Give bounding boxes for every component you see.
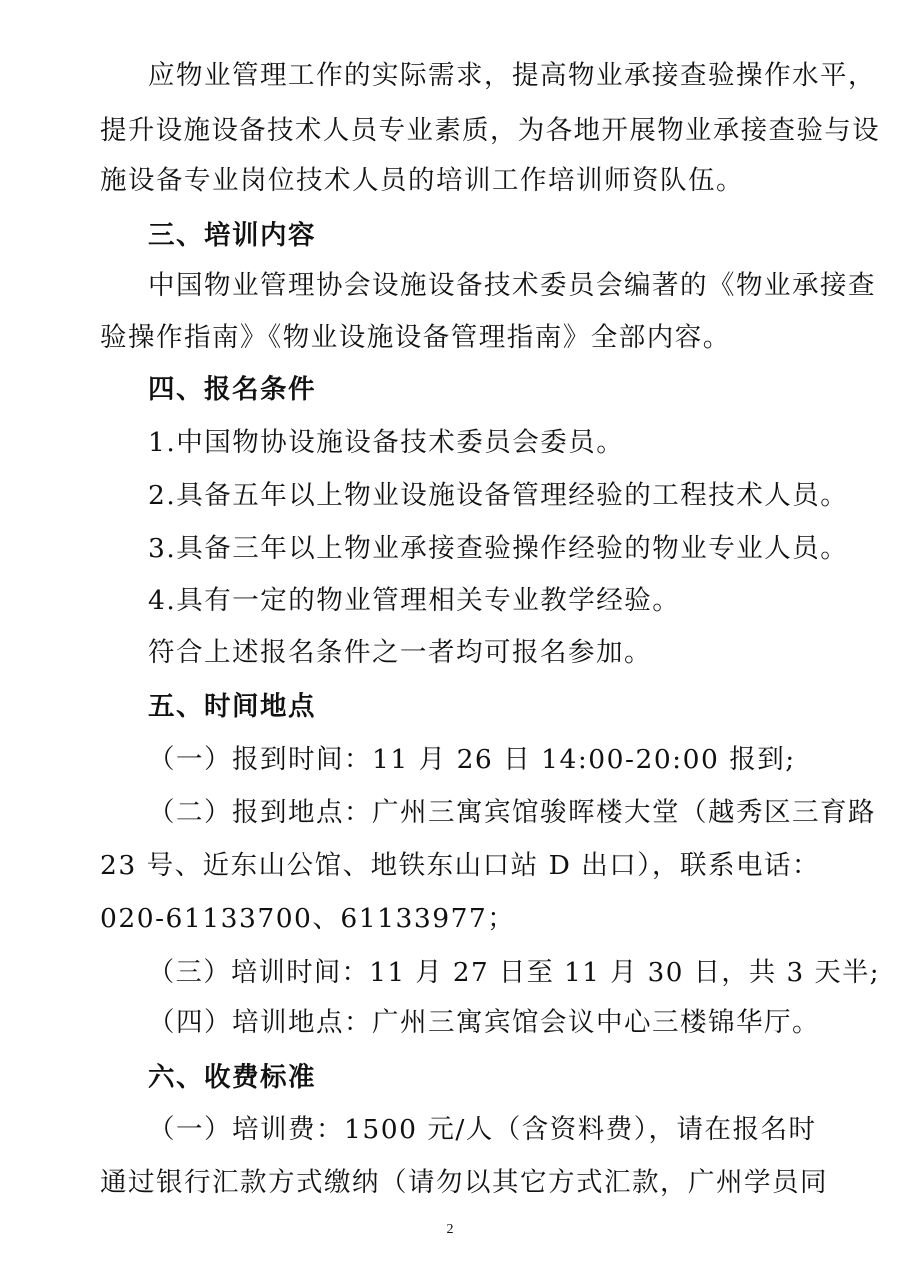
paragraph-line: 验操作指南》《物业设施设备管理指南》全部内容。 [100, 322, 731, 353]
section-heading-fee-standard: 六、收费标准 [148, 1062, 316, 1093]
page-number: 2 [446, 1222, 454, 1237]
section-heading-registration-requirements: 四、报名条件 [148, 374, 316, 405]
paragraph-line: （一）培训费：1500 元/人（含资料费），请在报名时 [148, 1114, 817, 1145]
paragraph-line: （三）培训时间：11 月 27 日至 11 月 30 日，共 3 天半; [148, 957, 881, 988]
section-heading-training-content: 三、培训内容 [148, 220, 316, 251]
paragraph-line: 提升设施设备技术人员专业素质，为各地开展物业承接查验与设 [100, 115, 881, 146]
paragraph-line: 通过银行汇款方式缴纳（请勿以其它方式汇款，广州学员同 [100, 1167, 828, 1198]
list-item: 2.具备五年以上物业设施设备管理经验的工程技术人员。 [148, 480, 849, 511]
list-item: 4.具有一定的物业管理相关专业教学经验。 [148, 585, 681, 616]
paragraph-line: 020-61133700、61133977； [100, 903, 516, 934]
list-item: 1.中国物协设施设备技术委员会委员。 [148, 427, 625, 458]
paragraph-line: （一）报到时间：11 月 26 日 14:00-20:00 报到; [148, 744, 796, 775]
paragraph-line: 符合上述报名条件之一者均可报名参加。 [148, 637, 652, 668]
paragraph-line: 施设备专业岗位技术人员的培训工作培训师资队伍。 [100, 165, 744, 196]
section-heading-time-location: 五、时间地点 [148, 691, 316, 722]
paragraph-line: （二）报到地点：广州三寓宾馆骏晖楼大堂（越秀区三育路 [148, 797, 876, 828]
paragraph-line: （四）培训地点：广州三寓宾馆会议中心三楼锦华厅。 [148, 1007, 820, 1038]
paragraph-line: 中国物业管理协会设施设备技术委员会编著的《物业承接查 [148, 270, 876, 301]
paragraph-line: 23 号、近东山公馆、地铁东山口站 D 出口），联系电话： [100, 850, 820, 881]
paragraph-line: 应物业管理工作的实际需求，提高物业承接查验操作水平， [148, 60, 876, 91]
list-item: 3.具备三年以上物业承接查验操作经验的物业专业人员。 [148, 533, 849, 564]
